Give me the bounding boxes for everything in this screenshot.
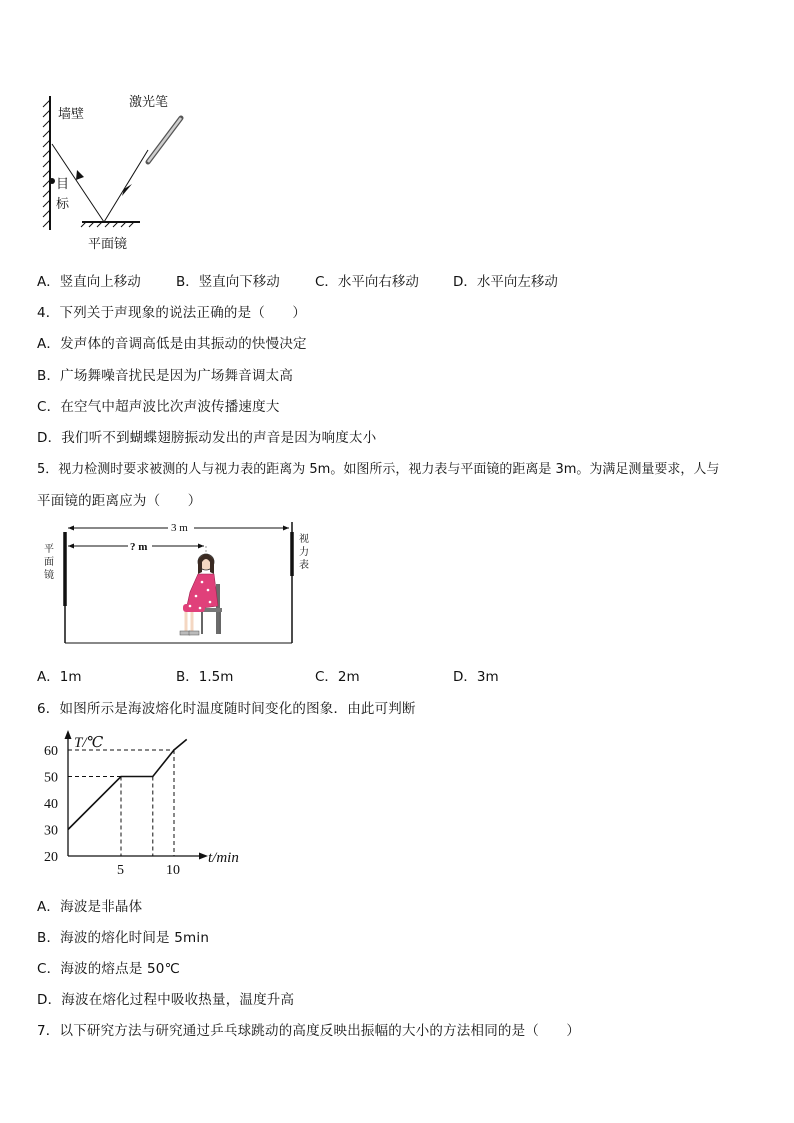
q5-option-a: A．1m	[37, 669, 82, 685]
q5-stem-line1: 5．视力检测时要求被测的人与视力表的距离为 5m。如图所示，视力表与平面镜的距离是 3m。为满足测量要求，人与	[37, 462, 720, 477]
temperature-line	[68, 739, 187, 829]
melting-chart	[36, 726, 256, 886]
dim-total-label: 3 m	[171, 522, 188, 534]
q5-option-c: C．2m	[315, 669, 360, 685]
target-dot	[49, 178, 55, 184]
fig-chart-label-2: 力	[299, 547, 309, 558]
q6-stem: 6．如图所示是海波熔化时温度随时间变化的图象．由此可判断	[37, 701, 416, 717]
q6-option-b: B．海波的熔化时间是 5min	[37, 930, 210, 946]
q3-option-a: A．竖直向上移动	[37, 274, 141, 290]
x-tick-label: 10	[166, 863, 180, 878]
wall-label: 墙壁	[58, 107, 85, 122]
dim-unknown-arrow-right	[198, 544, 204, 549]
q3-option-b: B．竖直向下移动	[176, 274, 280, 290]
fig-mirror-label-2: 面	[44, 557, 54, 568]
x-axis-arrow	[199, 853, 208, 860]
fig-mirror-label-1: 平	[44, 544, 54, 555]
q4-stem: 4．下列关于声现象的说法正确的是（ ）	[37, 305, 307, 321]
q7-stem: 7．以下研究方法与研究通过乒乓球跳动的高度反映出振幅的大小的方法相同的是（ ）	[37, 1023, 581, 1039]
y-tick-label: 30	[44, 823, 58, 839]
q6-option-c: C．海波的熔点是 50℃	[37, 961, 180, 977]
target-label-1: 目	[56, 177, 70, 192]
q5-option-b: B．1.5m	[176, 669, 234, 685]
q5-option-d: D．3m	[453, 669, 499, 685]
x-tick-label: 5	[117, 863, 124, 878]
dim-total-arrow-left	[68, 526, 74, 531]
eye-test-figure	[40, 518, 330, 648]
x-axis-label: t/min	[208, 850, 239, 866]
y-axis-arrow	[65, 730, 72, 739]
q4-option-b: B．广场舞噪音扰民是因为广场舞音调太高	[37, 368, 294, 384]
wall-hatching	[43, 100, 50, 227]
y-tick-label: 50	[44, 770, 58, 786]
q4-option-a: A．发声体的音调高低是由其振动的快慢决定	[37, 336, 307, 352]
dim-total-arrow-right	[283, 526, 289, 531]
y-tick-label: 60	[44, 744, 58, 759]
dim-unknown-arrow-left	[68, 544, 74, 549]
incident-ray	[104, 150, 148, 222]
fig-chart-label-1: 视	[299, 534, 309, 545]
laser-mirror-figure	[36, 88, 196, 258]
y-axis-label: T/℃	[74, 735, 104, 751]
reflected-arrow	[76, 170, 84, 180]
q4-option-d: D．我们听不到蝴蝶翅膀振动发出的声音是因为响度太小	[37, 430, 377, 446]
y-tick-label: 40	[44, 797, 58, 812]
fig-mirror-label-3: 镜	[44, 570, 54, 581]
q6-option-d: D．海波在熔化过程中吸收热量，温度升高	[37, 992, 295, 1008]
q3-option-c: C．水平向右移动	[315, 274, 419, 290]
dim-unknown-label: ? m	[130, 541, 148, 553]
q3-option-d: D．水平向左移动	[453, 274, 558, 290]
target-label-2: 标	[56, 197, 70, 212]
q4-option-c: C．在空气中超声波比次声波传播速度大	[37, 399, 280, 415]
q6-option-a: A．海波是非晶体	[37, 899, 143, 915]
fig-chart-label-3: 表	[299, 560, 309, 571]
mirror-label: 平面镜	[88, 237, 128, 252]
laser-label: 激光笔	[129, 95, 169, 110]
y-tick-label: 20	[44, 850, 58, 865]
q5-stem-line2: 平面镜的距离应为（ ）	[37, 493, 202, 509]
laser-pen	[148, 118, 181, 162]
seated-person	[180, 546, 222, 635]
